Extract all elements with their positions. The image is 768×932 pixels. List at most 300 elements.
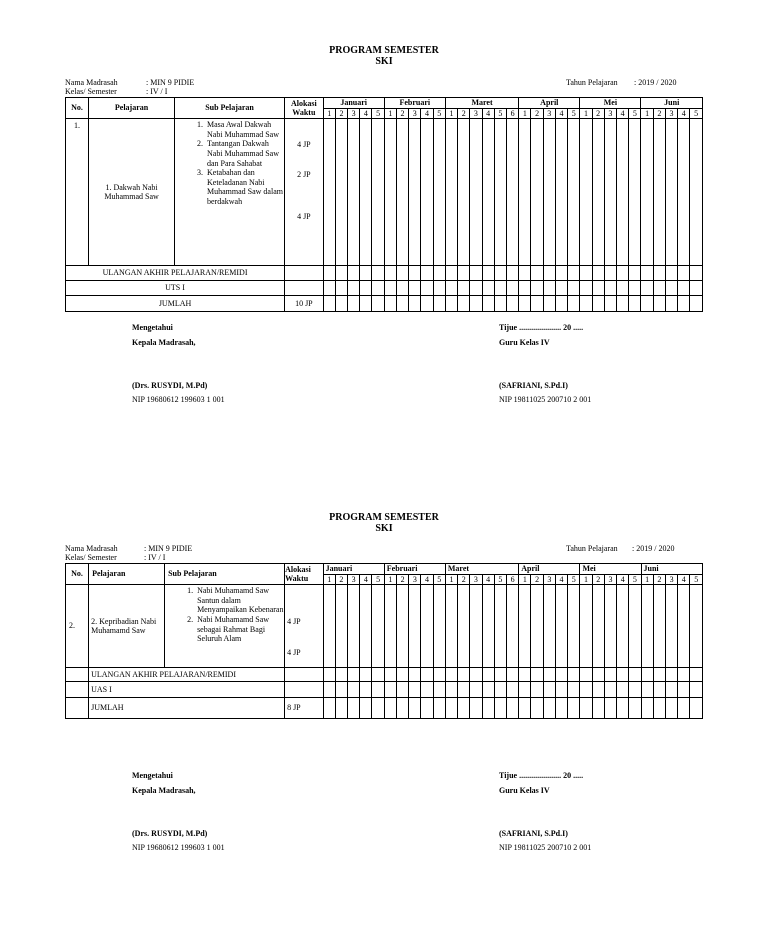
week-cell (445, 698, 457, 719)
week-cell (592, 119, 604, 266)
week-cell (396, 585, 408, 668)
col-sub-header: Sub Pelajaran (165, 564, 285, 585)
week-cell (482, 119, 494, 266)
week-cell (665, 668, 677, 682)
week-cell (641, 668, 653, 682)
week-cell (665, 698, 677, 719)
week-cell (617, 698, 629, 719)
week-cell (372, 585, 384, 668)
sub-pelajaran-list (165, 586, 284, 644)
week-cell (433, 585, 445, 668)
week-cell (458, 281, 470, 296)
week-cell (348, 668, 360, 682)
uts-row (66, 281, 703, 296)
week-header: 5 (433, 574, 445, 585)
week-cell (617, 585, 629, 668)
week-cell (360, 281, 372, 296)
month-header: April (519, 98, 580, 109)
week-cell (470, 668, 482, 682)
week-cell (665, 281, 677, 296)
week-cell (531, 585, 543, 668)
month-header: April (519, 564, 580, 575)
week-cell (384, 119, 396, 266)
pelajaran-cell: 2. Kepribadian Nabi Muhamamd Saw (89, 585, 165, 668)
week-cell (519, 119, 531, 266)
week-cell (519, 296, 531, 312)
week-cell (506, 266, 518, 281)
week-cell (421, 668, 433, 682)
week-cell (396, 682, 408, 698)
alokasi-value: 4 JP (297, 212, 311, 222)
week-cell (641, 585, 653, 668)
week-cell (335, 281, 347, 296)
kepala-label: Kepala Madrasah, (132, 338, 196, 347)
month-header-row (66, 564, 703, 575)
week-header: 1 (445, 574, 457, 585)
month-header: Mei (580, 564, 641, 575)
week-header: 5 (690, 108, 703, 119)
week-cell (445, 119, 457, 266)
madrasah-value: : MIN 9 PIDIE (146, 78, 195, 87)
week-cell (568, 698, 580, 719)
week-cell (629, 266, 641, 281)
week-cell (653, 682, 665, 698)
row-number: 1. (66, 119, 89, 266)
week-cell (482, 682, 494, 698)
week-cell (690, 698, 703, 719)
week-cell (482, 281, 494, 296)
week-cell (519, 682, 531, 698)
week-cell (323, 668, 335, 682)
week-header: 2 (335, 574, 347, 585)
week-cell (396, 296, 408, 312)
week-cell (348, 281, 360, 296)
week-cell (604, 585, 616, 668)
week-cell (543, 682, 555, 698)
week-cell (592, 698, 604, 719)
week-header: 3 (409, 574, 421, 585)
doc-title: PROGRAM SEMESTER (329, 45, 439, 56)
week-header: 1 (519, 108, 531, 119)
week-cell (629, 281, 641, 296)
week-cell (482, 668, 494, 682)
week-cell (641, 119, 653, 266)
week-cell (543, 698, 555, 719)
week-cell (409, 668, 421, 682)
week-cell (335, 119, 347, 266)
doc-subtitle: SKI (375, 523, 393, 534)
guru-nip: NIP 19811025 200710 2 001 (499, 395, 592, 404)
week-cell (335, 698, 347, 719)
week-cell (409, 281, 421, 296)
doc-subtitle: SKI (375, 56, 393, 67)
col-no-header: No. (66, 98, 89, 119)
week-cell (335, 266, 347, 281)
week-cell (531, 296, 543, 312)
month-header: Juni (641, 564, 702, 575)
week-cell (555, 266, 567, 281)
week-cell (396, 119, 408, 266)
week-header: 3 (604, 108, 616, 119)
week-cell (482, 585, 494, 668)
week-cell (580, 698, 592, 719)
week-cell (458, 698, 470, 719)
week-cell (323, 682, 335, 698)
week-cell (629, 296, 641, 312)
week-cell (360, 585, 372, 668)
week-header: 1 (641, 108, 653, 119)
week-header: 2 (531, 108, 543, 119)
week-header: 2 (592, 108, 604, 119)
uts-alokasi (285, 682, 324, 698)
week-cell (653, 296, 665, 312)
week-cell (506, 119, 518, 266)
week-cell (519, 585, 531, 668)
week-cell (555, 281, 567, 296)
month-header: Januari (323, 98, 384, 109)
week-cell (568, 296, 580, 312)
lesson-row (66, 585, 703, 668)
week-header: 1 (384, 574, 396, 585)
week-cell (665, 119, 677, 266)
week-cell (555, 119, 567, 266)
week-cell (445, 281, 457, 296)
week-cell (678, 281, 690, 296)
col-alokasi-header: Alokasi Waktu (285, 98, 324, 119)
jumlah-value: 10 JP (285, 296, 324, 312)
week-cell (335, 668, 347, 682)
week-cell (641, 296, 653, 312)
week-cell (665, 682, 677, 698)
week-header: 4 (482, 108, 494, 119)
alokasi-value: 4 JP (287, 617, 301, 627)
week-header: 1 (445, 108, 457, 119)
col-no-header: No. (66, 564, 89, 585)
mengetahui-label: Mengetahui (132, 771, 173, 780)
lesson-row (66, 119, 703, 266)
week-header: 2 (458, 108, 470, 119)
week-cell (323, 266, 335, 281)
week-cell (580, 296, 592, 312)
week-header: 4 (482, 574, 494, 585)
week-cell (690, 585, 703, 668)
week-cell (323, 119, 335, 266)
week-cell (531, 668, 543, 682)
week-header: 1 (323, 574, 335, 585)
week-cell (384, 281, 396, 296)
week-cell (653, 266, 665, 281)
week-cell (323, 585, 335, 668)
week-cell (372, 698, 384, 719)
week-cell (470, 682, 482, 698)
week-cell (384, 682, 396, 698)
week-cell (555, 698, 567, 719)
ulangan-label: ULANGAN AKHIR PELAJARAN/REMIDI (89, 668, 285, 682)
uts-label: UTS I (66, 281, 285, 296)
week-header: 3 (409, 108, 421, 119)
week-cell (348, 585, 360, 668)
week-cell (409, 682, 421, 698)
week-cell (568, 119, 580, 266)
week-cell (653, 668, 665, 682)
week-cell (360, 119, 372, 266)
alokasi-value: 2 JP (297, 170, 311, 180)
uts-row (66, 682, 703, 698)
guru-name: (SAFRIANI, S.Pd.I) (499, 829, 568, 838)
week-cell (531, 682, 543, 698)
kepala-name: (Drs. RUSYDI, M.Pd) (132, 381, 208, 390)
kelas-value: : IV / I (146, 87, 168, 96)
week-cell (372, 668, 384, 682)
week-cell (604, 119, 616, 266)
week-cell (409, 585, 421, 668)
sub-item: 3. Ketabahan dan Keteladanan Nabi Muhammad Saw dalam berdakwah (205, 168, 284, 206)
month-header: Maret (445, 564, 518, 575)
week-header: 6 (506, 108, 518, 119)
kepala-name: (Drs. RUSYDI, M.Pd) (132, 829, 208, 838)
empty-cell (66, 668, 89, 682)
week-cell (580, 682, 592, 698)
week-header: 5 (494, 574, 506, 585)
week-cell (360, 668, 372, 682)
schedule-table (65, 563, 703, 719)
week-cell (470, 281, 482, 296)
week-cell (421, 281, 433, 296)
week-header: 1 (384, 108, 396, 119)
row-number: 2. (66, 585, 89, 668)
week-cell (494, 585, 506, 668)
week-cell (458, 119, 470, 266)
week-cell (519, 668, 531, 682)
col-sub-header: Sub Pelajaran (174, 98, 284, 119)
week-cell (323, 698, 335, 719)
jumlah-label: JUMLAH (66, 296, 285, 312)
week-header: 4 (421, 574, 433, 585)
month-header: Mei (580, 98, 641, 109)
week-cell (641, 266, 653, 281)
week-cell (568, 266, 580, 281)
week-header: 1 (580, 108, 592, 119)
week-cell (678, 585, 690, 668)
alokasi-value: 4 JP (287, 648, 301, 658)
week-cell (494, 698, 506, 719)
week-cell (494, 119, 506, 266)
tempat-tanggal: Tijue ..................... 20 ..... (499, 771, 584, 780)
week-cell (384, 266, 396, 281)
week-header: 4 (617, 108, 629, 119)
week-cell (555, 585, 567, 668)
week-cell (348, 682, 360, 698)
week-header: 2 (653, 574, 665, 585)
week-cell (506, 668, 518, 682)
week-cell (445, 682, 457, 698)
week-cell (617, 119, 629, 266)
week-cell (445, 266, 457, 281)
week-cell (323, 281, 335, 296)
week-cell (568, 585, 580, 668)
week-cell (653, 281, 665, 296)
alokasi-cell (285, 585, 324, 668)
week-cell (555, 296, 567, 312)
week-cell (617, 668, 629, 682)
week-cell (372, 682, 384, 698)
month-header: Januari (323, 564, 384, 575)
week-cell (348, 119, 360, 266)
week-cell (458, 296, 470, 312)
sub-pelajaran-list (175, 120, 284, 206)
week-cell (543, 266, 555, 281)
week-cell (678, 296, 690, 312)
jumlah-label: JUMLAH (89, 698, 285, 719)
week-header: 3 (543, 108, 555, 119)
week-header: 4 (555, 108, 567, 119)
madrasah-value: : MIN 9 PIDIE (144, 544, 193, 553)
week-cell (592, 266, 604, 281)
week-cell (543, 585, 555, 668)
week-cell (678, 698, 690, 719)
week-cell (348, 266, 360, 281)
week-header: 1 (323, 108, 335, 119)
week-header: 3 (470, 108, 482, 119)
month-header-row (66, 98, 703, 109)
week-cell (348, 296, 360, 312)
ulangan-row (66, 668, 703, 682)
week-cell (592, 668, 604, 682)
week-cell (360, 296, 372, 312)
week-cell (396, 266, 408, 281)
week-header: 1 (641, 574, 653, 585)
week-cell (519, 281, 531, 296)
week-cell (384, 296, 396, 312)
week-cell (372, 119, 384, 266)
week-cell (506, 281, 518, 296)
kepala-label: Kepala Madrasah, (132, 786, 196, 795)
tempat-tanggal: Tijue ..................... 20 ..... (499, 323, 584, 332)
week-cell (421, 698, 433, 719)
week-header: 4 (678, 108, 690, 119)
week-cell (604, 296, 616, 312)
week-cell (445, 296, 457, 312)
week-header: 2 (396, 574, 408, 585)
week-cell (433, 682, 445, 698)
week-cell (384, 585, 396, 668)
week-cell (519, 266, 531, 281)
sub-item: 2. Nabi Muhamamd Saw sebagai Rahmat Bagi Seluruh Alam (195, 615, 284, 644)
uts-label: UAS I (89, 682, 285, 698)
madrasah-label: Nama Madrasah (65, 78, 118, 87)
week-cell (421, 682, 433, 698)
alokasi-value: 4 JP (297, 140, 311, 150)
week-cell (506, 698, 518, 719)
week-cell (360, 682, 372, 698)
week-cell (555, 668, 567, 682)
week-cell (604, 698, 616, 719)
week-header: 5 (433, 108, 445, 119)
week-cell (458, 266, 470, 281)
sub-item: 1. Nabi Muhamamd Saw Santun dalam Menyampaikan Kebenaran (195, 586, 284, 615)
week-header: 5 (690, 574, 703, 585)
week-cell (543, 668, 555, 682)
week-cell (629, 698, 641, 719)
week-cell (506, 296, 518, 312)
week-header: 5 (372, 574, 384, 585)
week-cell (629, 585, 641, 668)
week-cell (690, 296, 703, 312)
week-header: 3 (348, 108, 360, 119)
week-cell (470, 296, 482, 312)
week-header: 5 (629, 574, 641, 585)
week-header: 4 (360, 108, 372, 119)
week-cell (421, 266, 433, 281)
week-header: 1 (580, 574, 592, 585)
week-cell (421, 585, 433, 668)
week-cell (543, 281, 555, 296)
week-cell (665, 266, 677, 281)
week-cell (678, 682, 690, 698)
week-cell (433, 281, 445, 296)
week-cell (409, 119, 421, 266)
week-cell (641, 682, 653, 698)
week-cell (384, 698, 396, 719)
week-cell (580, 668, 592, 682)
tahun-value: : 2019 / 2020 (634, 78, 677, 87)
ulangan-alokasi (285, 668, 324, 682)
month-header: Maret (445, 98, 518, 109)
week-cell (665, 296, 677, 312)
jumlah-row (66, 296, 703, 312)
week-header: 3 (665, 108, 677, 119)
week-cell (568, 682, 580, 698)
week-header: 3 (665, 574, 677, 585)
week-cell (433, 266, 445, 281)
week-cell (396, 698, 408, 719)
week-cell (690, 119, 703, 266)
week-header: 5 (629, 108, 641, 119)
week-cell (665, 585, 677, 668)
week-cell (604, 668, 616, 682)
week-cell (604, 682, 616, 698)
week-cell (653, 585, 665, 668)
week-cell (458, 668, 470, 682)
week-cell (641, 698, 653, 719)
week-header: 4 (678, 574, 690, 585)
week-cell (678, 668, 690, 682)
doc-title: PROGRAM SEMESTER (329, 512, 439, 523)
week-cell (617, 296, 629, 312)
week-header: 5 (568, 574, 580, 585)
kelas-label: Kelas/ Semester (65, 553, 117, 562)
week-cell (531, 281, 543, 296)
week-cell (470, 119, 482, 266)
month-header: Juni (641, 98, 703, 109)
week-cell (470, 585, 482, 668)
week-cell (543, 296, 555, 312)
week-header: 6 (506, 574, 518, 585)
week-cell (690, 281, 703, 296)
ulangan-label: ULANGAN AKHIR PELAJARAN/REMIDI (66, 266, 285, 281)
jumlah-row (66, 698, 703, 719)
week-cell (629, 668, 641, 682)
week-cell (519, 698, 531, 719)
week-cell (494, 682, 506, 698)
week-cell (445, 668, 457, 682)
week-cell (433, 119, 445, 266)
week-cell (458, 585, 470, 668)
week-cell (629, 119, 641, 266)
week-cell (360, 698, 372, 719)
week-cell (531, 119, 543, 266)
alokasi-cell (285, 119, 324, 266)
